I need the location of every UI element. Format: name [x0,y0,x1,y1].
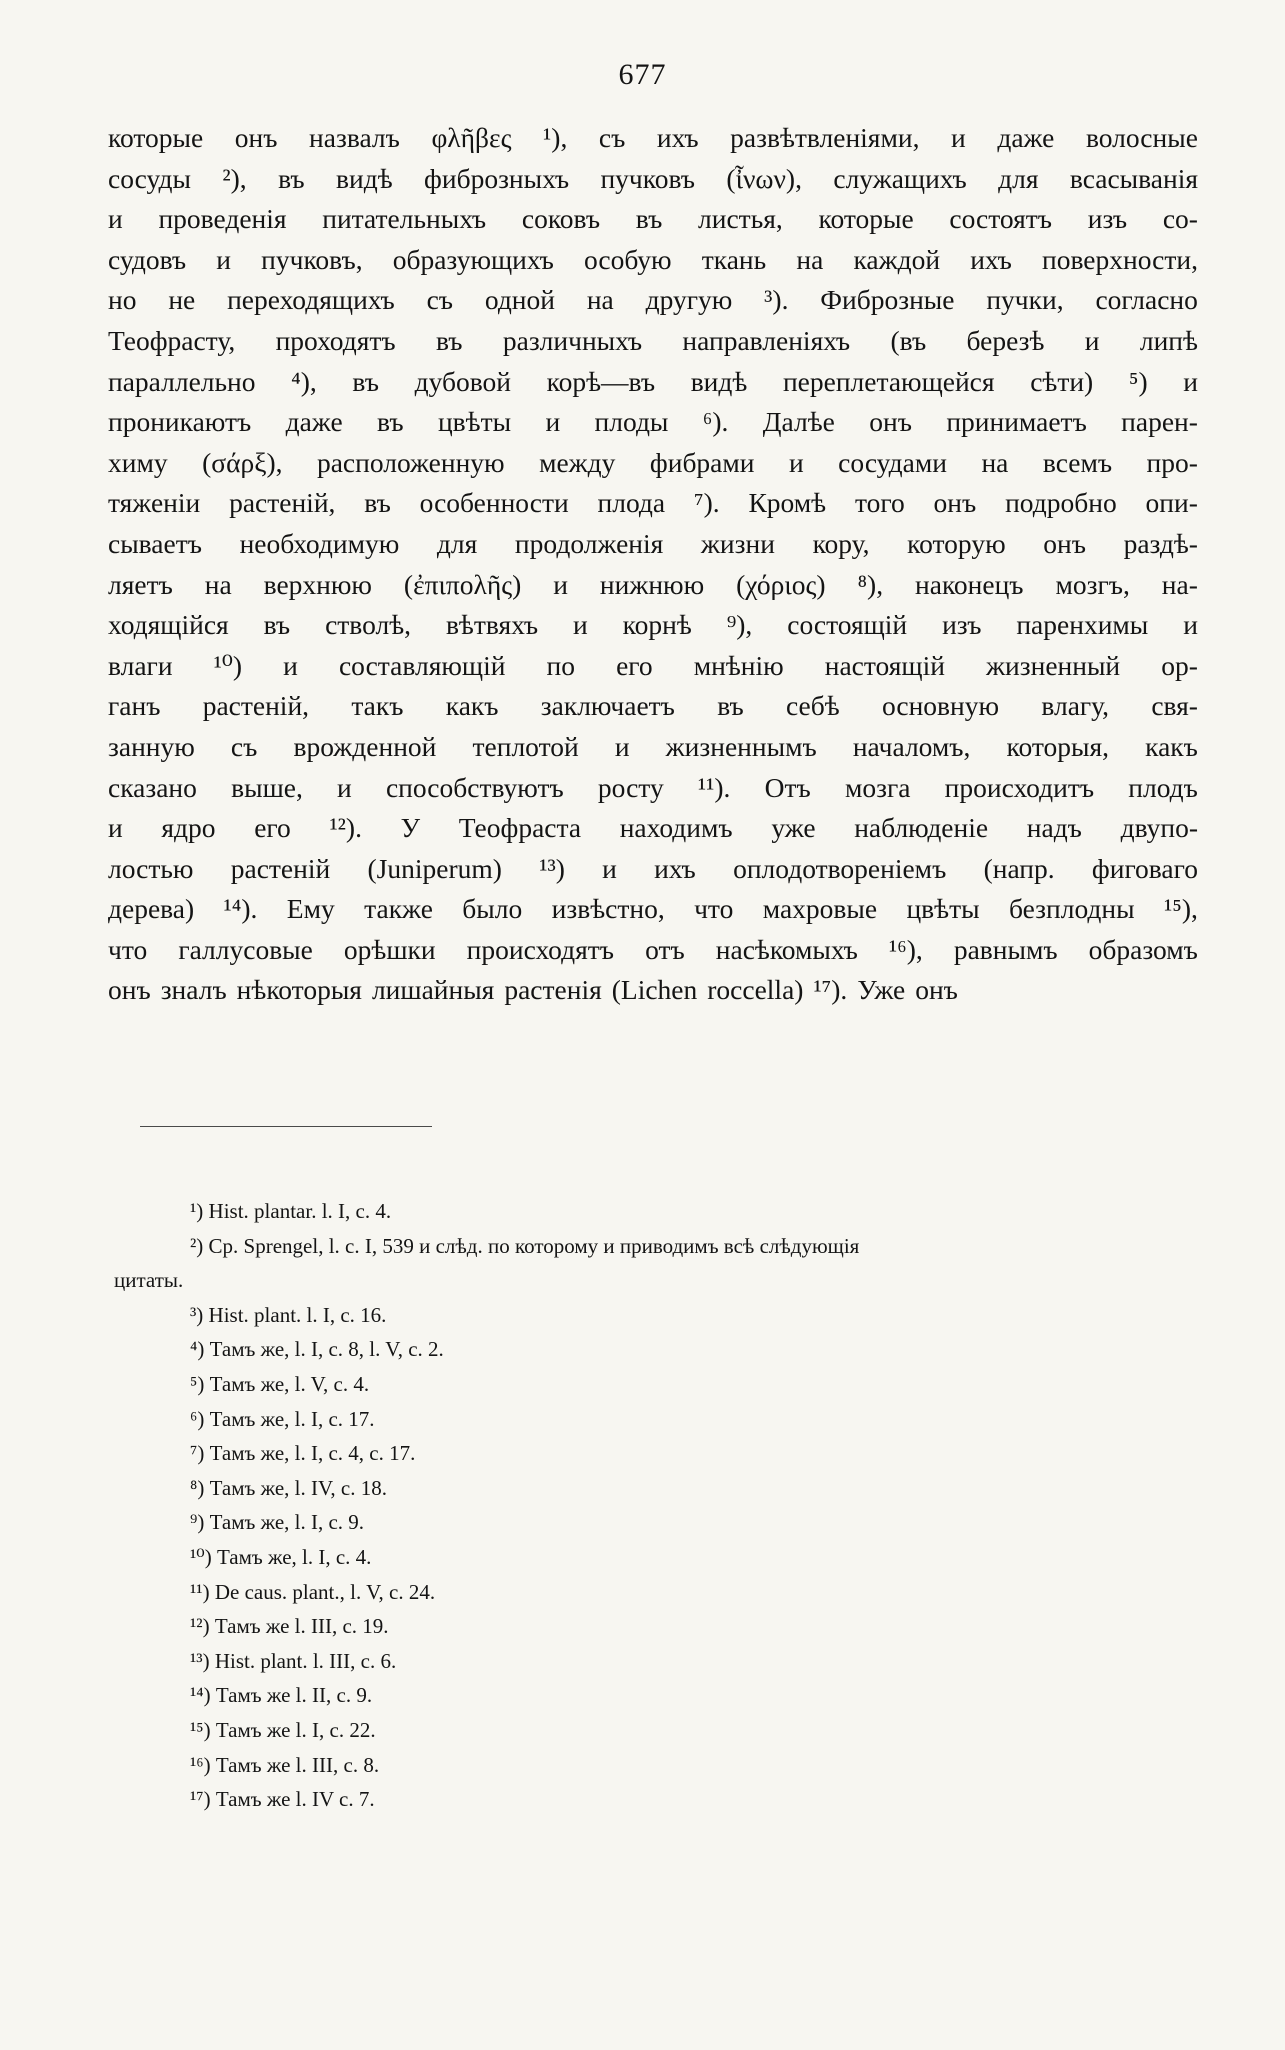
footnote: ⁵) Тамъ же, l. V, c. 4. [190,1371,370,1396]
footnote: ⁷) Тамъ же, l. I, c. 4, c. 17. [190,1441,416,1466]
footnote: ⁸) Тамъ же, l. IV, c. 18. [190,1475,387,1500]
body-line: сосуды ²), въ видѣ фиброзныхъ пучковъ (ἶνων), служащихъ для всасыванія [108,162,1198,194]
body-line: дерева) ¹⁴). Ему также было извѣстно, что махровые цвѣты безплодны ¹⁵), [108,893,1198,925]
footnote: ⁹) Тамъ же, l. I, c. 9. [190,1510,365,1535]
body-line: химу (σάρξ), расположенную между фибрами и сосудами на всемъ про- [108,446,1198,478]
footnote-continuation: цитаты. [114,1268,184,1293]
body-line: влаги ¹⁰) и составляющій по его мнѣнію настоящій жизненный ор- [108,649,1198,681]
footnote: ⁴) Тамъ же, l. I, c. 8, l. V, c. 2. [190,1337,444,1362]
footnote: ¹⁵) Тамъ же l. I, c. 22. [190,1717,376,1742]
footnote: ²) Cp. Sprengel, l. c. I, 539 и слѣд. по которому и приводимъ всѣ слѣдующія [190,1233,860,1258]
body-line: ляетъ на верхнюю (ἐπιπολῆς) и нижнюю (χόριος) ⁸), наконецъ мозгъ, на- [108,568,1198,600]
body-line: судовъ и пучковъ, образующихъ особую ткань на каждой ихъ поверхности, [108,243,1198,275]
body-line: проникаютъ даже въ цвѣты и плоды ⁶). Далѣе онъ принимаетъ парен- [108,406,1198,438]
footnote: ¹³) Hist. plant. l. III, c. 6. [190,1648,397,1673]
footnote: ¹⁶) Тамъ же l. III, c. 8. [190,1752,380,1777]
body-line: лостью растеній (Juniperum) ¹³) и ихъ оплодотвореніемъ (напр. фиговаго [108,852,1198,884]
footnote: ¹⁴) Тамъ же l. II, c. 9. [190,1683,373,1708]
body-line: но не переходящихъ съ одной на другую ³). Фиброзные пучки, согласно [108,284,1198,316]
body-line: которые онъ назвалъ φλῆβες ¹), съ ихъ развѣтвленіями, и даже волосные [108,122,1198,153]
body-line: сываетъ необходимую для продолженія жизни кору, которую онъ раздѣ- [108,527,1198,559]
body-line: сказано выше, и способствуютъ росту ¹¹). Отъ мозга происходитъ плодъ [108,771,1198,803]
body-line: ганъ растеній, такъ какъ заключаетъ въ себѣ основную влагу, свя- [108,690,1198,722]
body-text [108,118,1198,1011]
footnote: ¹) Hist. plantar. l. I, c. 4. [190,1199,392,1223]
footnote: ⁶) Тамъ же, l. I, c. 17. [190,1406,375,1431]
body-line: занную съ врожденной теплотой и жизненнымъ началомъ, которыя, какъ [108,730,1198,762]
body-line: онъ зналъ нѣкоторыя лишайныя растенія (Lichen roccella) ¹⁷). Уже онъ [108,974,958,1006]
body-line: и проведенія питательныхъ соковъ въ листья, которые состоятъ изъ со- [108,203,1198,235]
footnote-separator [140,1126,432,1127]
footnote: ³) Hist. plant. l. I, c. 16. [190,1302,387,1327]
footnotes [108,1194,1198,1817]
body-line: Теофрасту, проходятъ въ различныхъ направленіяхъ (въ березѣ и липѣ [108,324,1198,356]
body-line: параллельно ⁴), въ дубовой корѣ—въ видѣ переплетающейся сѣти) ⁵) и [108,365,1198,397]
footnote: ¹¹) De caus. plant., l. V, c. 24. [190,1579,436,1604]
page-number: 677 [618,58,667,91]
body-line: тяженіи растеній, въ особенности плода ⁷). Кромѣ того онъ подробно опи- [108,487,1198,519]
body-line: ходящійся въ стволѣ, вѣтвяхъ и корнѣ ⁹), состоящій изъ паренхимы и [108,609,1198,641]
body-line: что галлусовые орѣшки происходятъ отъ насѣкомыхъ ¹⁶), равнымъ образомъ [108,933,1198,965]
body-line: и ядро его ¹²). У Теофраста находимъ уже наблюденіе надъ двупо- [108,812,1198,844]
footnote: ¹²) Тамъ же l. III, c. 19. [190,1614,389,1639]
footnote: ¹⁷) Тамъ же l. IV c. 7. [190,1787,375,1812]
footnote: ¹⁰) Тамъ же, l. I, c. 4. [190,1544,372,1569]
